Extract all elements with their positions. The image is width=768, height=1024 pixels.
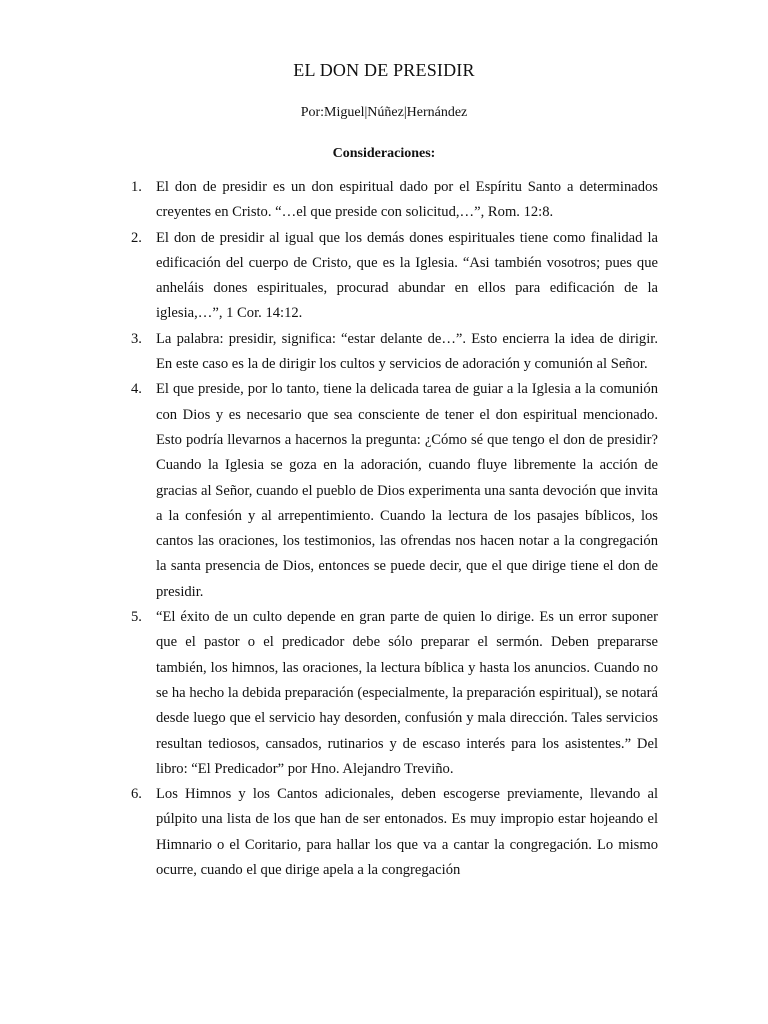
list-item — [0, 226, 658, 327]
list-item — [0, 175, 658, 226]
list-item-number: 2. — [131, 229, 142, 246]
list-item — [0, 377, 658, 605]
section-heading: Consideraciones: — [332, 146, 436, 161]
list-item-text: La palabra: presidir, significa: “estar delante de…”. Esto encierra la idea de dirigir. En este caso es la de dirigir los cultos y servicios de adoración y comunión al Señor. — [156, 330, 658, 373]
document-author: Por:Miguel|Núñez|Hernández — [300, 105, 468, 120]
list-item-number: 4. — [131, 381, 142, 398]
list-item — [0, 605, 658, 782]
list-item-number: 5. — [131, 609, 142, 626]
document-title: EL DON DE PRESIDIR — [293, 60, 475, 80]
list-item — [0, 782, 658, 883]
list-item-text: El que preside, por lo tanto, tiene la delicada tarea de guiar a la Iglesia a la comunión con Dios y es necesario que sea consciente de tener el don espiritual mencionado. Esto podría llevarnos a hacernos la pregunta: ¿Cómo sé que tengo el don de presidir? Cuando la Iglesia se goza en la adoración, cuando fluye libremente la acción de gracias al Señor, cuando el pueblo de Dios experimenta una santa devoción que invita a la confesión y al arrepentimiento. Cuando la lectura de los pasajes bíblicos, los cantos las oraciones, los testimonios, las ofrendas nos hacen notar a la congregación la santa presencia de Dios, entonces se puede decir, que el que dirige tiene el don de presidir. — [156, 381, 658, 600]
list-item-text: El don de presidir al igual que los demás dones espirituales tiene como finalidad la edificación del cuerpo de Cristo, que es la Iglesia. “Asi también vosotros; pues que anheláis dones espirituales, procurad abundar en ellos para edificación de la iglesia,…”, 1 Cor. 14:12. — [156, 229, 658, 322]
list-item-number: 1. — [131, 179, 142, 195]
list-item-text: Los Himnos y los Cantos adicionales, deben escogerse previamente, llevando al púlpito una lista de los que han de ser entonados. Es muy impropio estar hojeando el Himnario o el Coritario, para hallar los que va a cantar la congregación. Lo mismo ocurre, cuando el que dirige apela a la congregación — [156, 786, 658, 879]
list-item-text: “El éxito de un culto depende en gran parte de quien lo dirige. Es un error suponer que el pastor o el predicador debe sólo preparar el sermón. Deben prepararse también, los himnos, las oraciones, la lectura bíblica y hasta los anuncios. Cuando no se ha hecho la debida preparación (especialmente, la preparación espiritual), se notará desde luego que el servicio hay desorden, confusión y mala dirección. Tales servicios resultan tediosos, cansados, rutinarios y de escaso interés para los asistentes.” Del libro: “El Predicador” por Hno. Alejandro Treviño. — [156, 609, 658, 777]
considerations-list — [0, 175, 768, 883]
list-item-text: El don de presidir es un don espiritual dado por el Espíritu Santo a determinados creyentes en Cristo. “…el que preside con solicitud,…”, Rom. 12:8. — [156, 179, 658, 221]
list-item — [0, 327, 658, 378]
list-item-number: 6. — [131, 786, 142, 803]
list-item-number: 3. — [131, 330, 142, 347]
